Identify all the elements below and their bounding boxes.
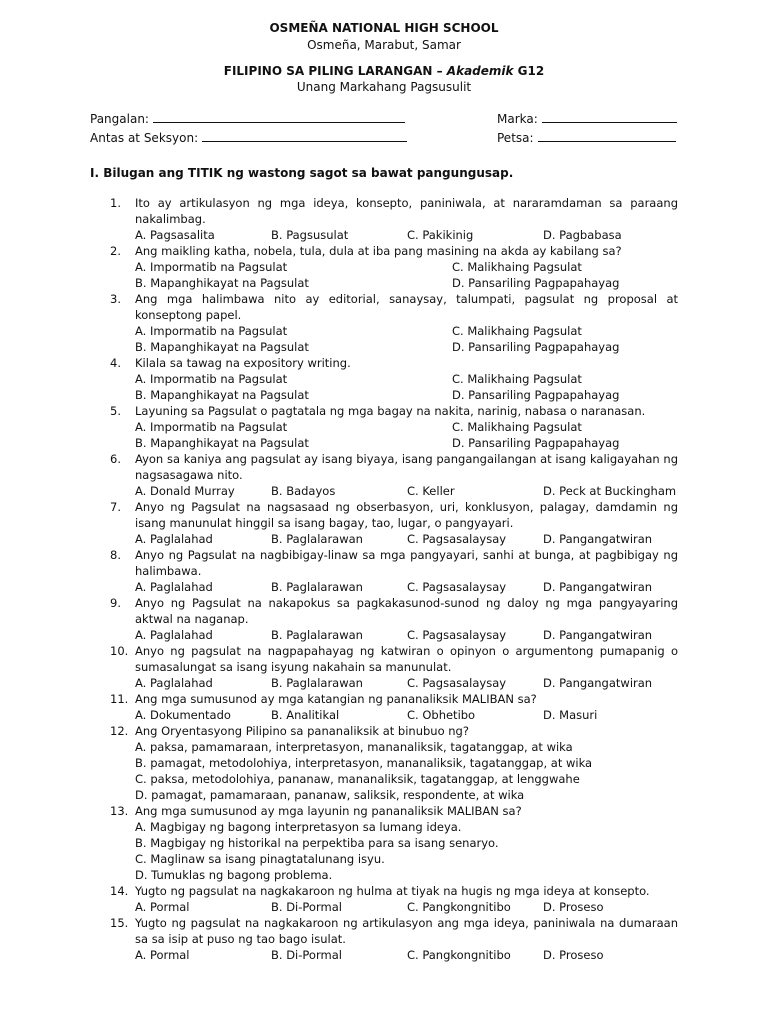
answer-choices [135,579,678,595]
question-number: 9. [110,596,121,610]
question-number: 2. [110,244,121,258]
answer-choices [135,819,678,883]
name-label: Pangalan: [90,112,149,126]
answer-choice[interactable]: C. Pagsasalaysay [407,580,507,594]
question-item [110,403,678,451]
answer-choices [135,227,678,243]
exam-title: Unang Markahang Pagsusulit [296,80,472,94]
score-field[interactable] [497,111,677,127]
question-number: 4. [110,356,121,370]
question-item [110,691,678,723]
question-item [110,195,678,243]
answer-choice[interactable]: C. Maglinaw sa isang pinagtatalunang isyu. [135,852,385,866]
question-number: 14. [110,884,129,898]
question-text: Yugto ng pagsulat na nagkakaroon ng artikulasyon ang mga ideya, paniniwala na dumaraan sa sa isip at puso ng tao bago isulat. [135,916,678,946]
answer-choice[interactable]: D. Pansariling Pagpapahayag [452,276,620,290]
question-item [110,291,678,355]
question-text: Layuning sa Pagsulat o pagtatala ng mga bagay na nakita, narinig, nabasa o naranasan. [135,404,646,418]
answer-choice[interactable]: A. Pormal [135,948,190,962]
answer-choice[interactable]: D. Masuri [543,708,598,722]
question-list [110,195,678,963]
answer-choice[interactable]: D. Proseso [543,900,604,914]
answer-choice[interactable]: A. Pagsasalita [135,228,215,242]
answer-choice[interactable]: B. Analitikal [271,708,340,722]
answer-choice[interactable]: C. Pakikinig [407,228,474,242]
question-number: 11. [110,692,129,706]
answer-choice[interactable]: D. Peck at Buckingham [543,484,677,498]
answer-choice[interactable]: D. Pansariling Pagpapahayag [452,340,620,354]
subject-main: FILIPINO SA PILING LARANGAN – [223,64,447,78]
answer-choice[interactable]: B. Paglalarawan [271,532,363,546]
answer-choice[interactable]: A. Paglalahad [135,532,213,546]
question-text: Ito ay artikulasyon ng mga ideya, konsepto, paniniwala, at nararamdaman sa paraang nakalimbag. [135,196,678,226]
question-text: Kilala sa tawag na expository writing. [135,356,351,370]
question-number: 13. [110,804,129,818]
answer-choices [135,899,678,915]
answer-choices [135,627,678,643]
question-text: Anyo ng Pagsulat na nakapokus sa pagkakasunod-sunod ng daloy ng mga pangyayaring aktwal na naganap. [135,596,678,626]
date-field[interactable] [497,130,676,146]
grade-section-label: Antas at Seksyon: [90,131,199,145]
answer-choice[interactable]: C. Malikhaing Pagsulat [452,324,582,338]
answer-choice[interactable]: A. Magbigay ng bagong interpretasyon sa lumang ideya. [135,820,462,834]
question-item [110,723,678,803]
question-text: Ang mga sumusunod ay mga katangian ng pananaliksik MALIBAN sa? [135,692,537,706]
answer-choice[interactable]: B. Di-Pormal [271,948,342,962]
question-item [110,243,678,291]
answer-choice[interactable]: D. Pagbabasa [543,228,622,242]
question-item [110,547,678,595]
instruction: I. Bilugan ang TITIK ng wastong sagot sa bawat pangungusap. [90,166,514,180]
answer-choice[interactable]: C. Malikhaing Pagsulat [452,420,582,434]
answer-choice[interactable]: C. Pangkongnitibo [407,900,511,914]
question-item [110,883,678,915]
question-text: Anyo ng Pagsulat na nagsasaad ng obserbasyon, uri, konklusyon, palagay, damdamin ng isang manunulat hinggil sa isang bagay, tao, lugar, o pangyayari. [135,500,678,530]
question-item [110,451,678,499]
answer-choice[interactable]: A. Paglalahad [135,676,213,690]
answer-choice[interactable]: B. Badayos [271,484,336,498]
answer-choices [135,483,678,499]
name-field[interactable] [90,111,405,127]
question-number: 15. [110,916,129,930]
school-address: Osmeña, Marabut, Samar [307,38,461,52]
answer-choice[interactable]: B. Mapanghikayat na Pagsulat [135,276,309,290]
score-line[interactable] [542,111,677,123]
answer-choices [135,707,678,723]
score-label: Marka: [497,112,538,126]
answer-choice[interactable]: D. Pangangatwiran [543,628,653,642]
answer-choices [135,371,678,403]
answer-choice[interactable]: B. pamagat, metodolohiya, interpretasyon, mananaliksik, tagatanggap, at wika [135,756,593,770]
date-label: Petsa: [497,131,534,145]
question-item [110,915,678,963]
answer-choice[interactable]: C. paksa, metodolohiya, pananaw, mananaliksik, tagatanggap, at lenggwahe [135,772,580,786]
date-line[interactable] [538,130,676,142]
grade-section-field[interactable] [90,130,407,146]
grade-section-line[interactable] [202,130,407,142]
answer-choice[interactable]: A. Pormal [135,900,190,914]
answer-choices [135,259,678,291]
question-item [110,355,678,403]
question-item [110,499,678,547]
answer-choice[interactable]: C. Pagsasalaysay [407,532,507,546]
answer-choice[interactable]: A. Dokumentado [135,708,231,722]
answer-choice[interactable]: D. Pangangatwiran [543,580,653,594]
answer-choice[interactable]: D. pamagat, pamamaraan, pananaw, saliksik, respondente, at wika [135,788,525,802]
answer-choice[interactable]: B. Pagsusulat [271,228,349,242]
question-number: 8. [110,548,121,562]
answer-choice[interactable]: D. Pangangatwiran [543,676,653,690]
answer-choices [135,419,678,451]
answer-choice[interactable]: A. Donald Murray [135,484,235,498]
subject-title [0,63,768,79]
question-item [110,643,678,691]
answer-choice[interactable]: B. Mapanghikayat na Pagsulat [135,340,309,354]
answer-choice[interactable]: D. Proseso [543,948,604,962]
answer-choices [135,531,678,547]
answer-choice[interactable]: B. Paglalarawan [271,580,363,594]
answer-choice[interactable]: A. Impormatib na Pagsulat [135,372,288,386]
answer-choice[interactable]: D. Pangangatwiran [543,532,653,546]
question-text: Ang maikling katha, nobela, tula, dula at iba pang masining na akda ay kabilang sa? [135,244,622,258]
answer-choice[interactable]: B. Paglalarawan [271,628,363,642]
question-text: Ang mga sumusunod ay mga layunin ng pananaliksik MALIBAN sa? [135,804,522,818]
answer-choice[interactable]: C. Keller [407,484,455,498]
answer-choice[interactable]: A. Impormatib na Pagsulat [135,420,288,434]
question-number: 12. [110,724,129,738]
question-number: 5. [110,404,121,418]
answer-choice[interactable]: A. Paglalahad [135,580,213,594]
question-item [110,595,678,643]
answer-choice[interactable]: A. Impormatib na Pagsulat [135,260,288,274]
question-text: Ang Oryentasyong Pilipino sa pananaliksik at binubuo ng? [135,724,469,738]
question-text: Ang mga halimbawa nito ay editorial, sanaysay, talumpati, pagsulat ng proposal at konseptong papel. [135,292,678,322]
question-text: Anyo ng pagsulat na nagpapahayag ng katwiran o opinyon o argumentong pumapanig o sumasalungat sa isang isyung nakahain sa manunulat. [135,644,678,674]
answer-choice[interactable]: B. Mapanghikayat na Pagsulat [135,436,309,450]
answer-choice[interactable]: B. Di-Pormal [271,900,342,914]
subject-italic: Akademik [446,64,514,78]
question-text: Anyo ng Pagsulat na nagbibigay-linaw sa mga pangyayari, sanhi at bunga, at pagbibigay ng halimbawa. [135,548,678,578]
answer-choice[interactable]: B. Mapanghikayat na Pagsulat [135,388,309,402]
question-number: 6. [110,452,121,466]
question-number: 3. [110,292,121,306]
answer-choices [135,739,678,803]
question-number: 7. [110,500,121,514]
name-line[interactable] [153,111,405,123]
answer-choice[interactable]: C. Obhetibo [407,708,476,722]
answer-choice[interactable]: C. Pagsasalaysay [407,676,507,690]
question-number: 10. [110,644,129,658]
answer-choice[interactable]: B. Magbigay ng historikal na perpektiba para sa isang senaryo. [135,836,499,850]
answer-choice[interactable]: B. Paglalarawan [271,676,363,690]
question-number: 1. [110,196,121,210]
answer-choice[interactable]: C. Pangkongnitibo [407,948,511,962]
answer-choices [135,323,678,355]
answer-choice[interactable]: C. Malikhaing Pagsulat [452,260,582,274]
answer-choices [135,947,678,963]
answer-choices [135,675,678,691]
answer-choice[interactable]: D. Pansariling Pagpapahayag [452,388,620,402]
answer-choice[interactable]: D. Tumuklas ng bagong problema. [135,868,333,882]
answer-choice[interactable]: C. Pagsasalaysay [407,628,507,642]
school-name: OSMEÑA NATIONAL HIGH SCHOOL [269,21,499,35]
subject-tail: G12 [513,64,545,78]
question-text: Ayon sa kaniya ang pagsulat ay isang biyaya, isang pangangailangan at isang kaligayahan ng nagsasagawa nito. [135,452,678,482]
question-item [110,803,678,883]
answer-choice[interactable]: A. Paglalahad [135,628,213,642]
answer-choice[interactable]: A. Impormatib na Pagsulat [135,324,288,338]
answer-choice[interactable]: C. Malikhaing Pagsulat [452,372,582,386]
answer-choice[interactable]: A. paksa, pamamaraan, interpretasyon, mananaliksik, tagatanggap, at wika [135,740,573,754]
answer-choice[interactable]: D. Pansariling Pagpapahayag [452,436,620,450]
question-text: Yugto ng pagsulat na nagkakaroon ng hulma at tiyak na hugis ng mga ideya at konsepto. [135,884,650,898]
